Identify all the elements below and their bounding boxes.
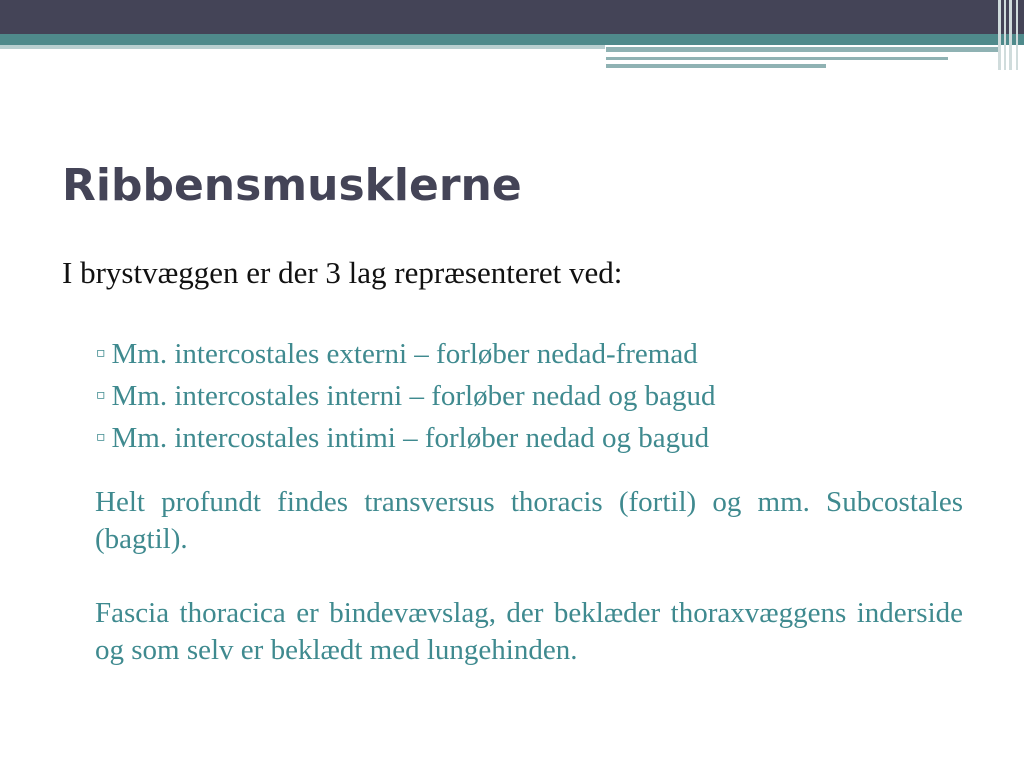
paragraph-fascia: Fascia thoracica er bindevævslag, der beklæder thoraxvæggens inderside og som selv er beklædt med lungehinden. <box>95 597 963 666</box>
bullet-icon: ▫ <box>96 387 106 403</box>
bullet-text: Mm. intercostales externi – forløber nedad-fremad <box>111 338 698 370</box>
header-stripe <box>606 47 998 52</box>
list-item <box>96 378 976 420</box>
slide-title: Ribbensmusklerne <box>62 160 522 211</box>
paragraph-deep-muscles: Helt profundt findes transversus thoracis (fortil) og mm. Subcostales (bagtil). <box>95 486 963 555</box>
bullet-icon: ▫ <box>96 429 106 445</box>
list-item <box>96 420 976 462</box>
bullet-text: Mm. intercostales interni – forløber nedad og bagud <box>111 380 716 412</box>
list-item <box>96 336 976 378</box>
header-stripe <box>606 64 826 68</box>
header-band-light <box>0 45 605 49</box>
bullet-list <box>96 336 976 462</box>
header-vertical-lines <box>994 0 1024 70</box>
header-band-dark <box>0 0 1024 34</box>
header-stripe <box>606 57 948 60</box>
bullet-text: Mm. intercostales intimi – forløber nedad og bagud <box>111 422 710 454</box>
header-band-teal <box>0 34 1024 45</box>
intro-text: I brystvæggen er der 3 lag repræsenteret ved: <box>62 255 623 290</box>
bullet-icon: ▫ <box>96 345 106 361</box>
